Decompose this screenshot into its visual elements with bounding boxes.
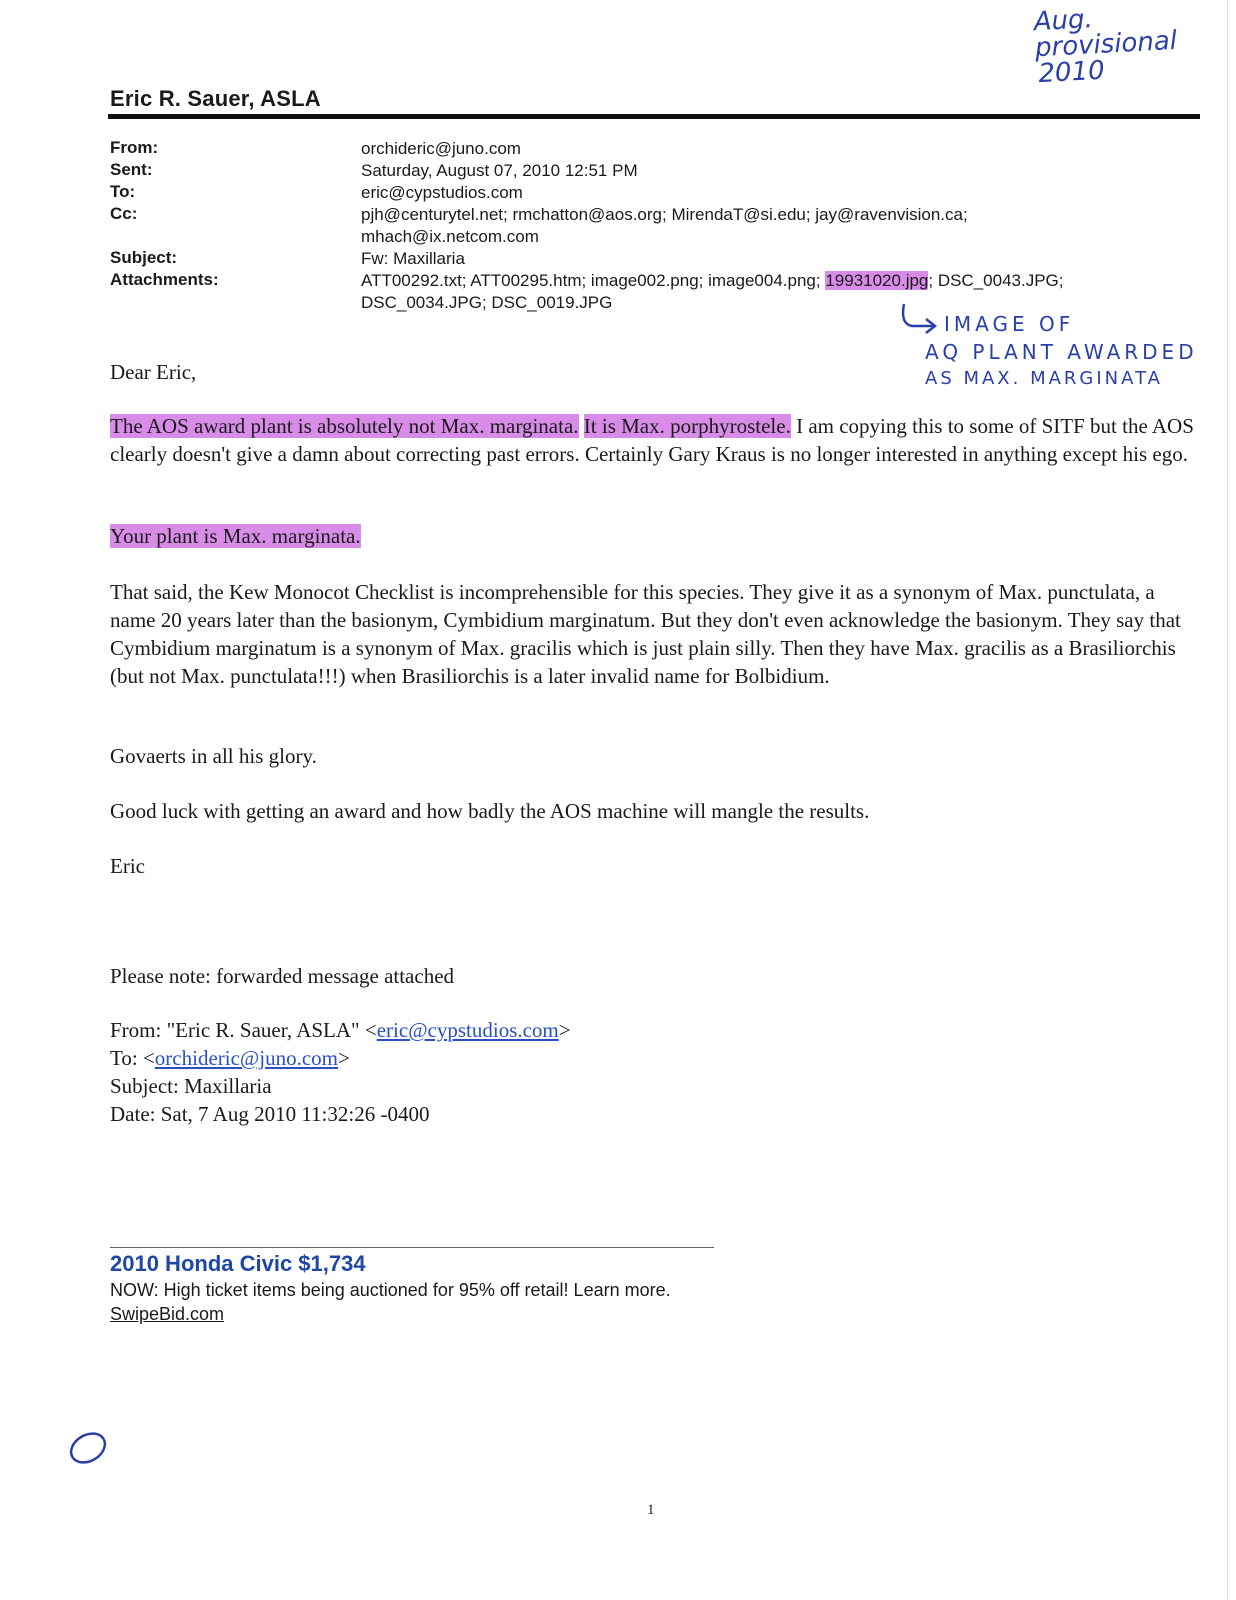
sent-value: Saturday, August 07, 2010 12:51 PM: [361, 161, 638, 180]
ad-title[interactable]: 2010 Honda Civic $1,734: [110, 1251, 366, 1276]
attachments-value-line1: [361, 270, 1064, 292]
handwritten-date-note: [1032, 0, 1236, 90]
paragraph-4: Govaerts in all his glory.: [110, 744, 317, 768]
forwarded-to-prefix: To: <: [110, 1046, 155, 1070]
highlight-your-plant: Your plant is Max. marginata.: [110, 524, 361, 548]
forwarded-note: Please note: forwarded message attached: [110, 964, 455, 988]
forwarded-from: [110, 1016, 1195, 1044]
signoff: Eric: [110, 854, 145, 878]
paragraph-2: [110, 522, 1195, 550]
forwarded-to: [110, 1044, 1195, 1072]
ad-link[interactable]: SwipeBid.com: [110, 1304, 225, 1324]
forwarded-subject: Subject: Maxillaria: [110, 1074, 272, 1098]
ad-divider: [110, 1247, 714, 1248]
page-number: 1: [647, 1502, 655, 1518]
arrow-icon: [898, 302, 940, 336]
header-divider: [108, 114, 1200, 119]
handwritten-date-line2: 2010: [1037, 55, 1106, 90]
forwarded-from-suffix: >: [558, 1018, 571, 1042]
attachments-before: ATT00292.txt; ATT00295.htm; image002.png; image004.png;: [361, 271, 826, 290]
handwritten-note-line2: AQ PLANT AWARDED: [925, 340, 1198, 364]
forwarded-from-link[interactable]: eric@cypstudios.com: [376, 1018, 559, 1042]
paragraph-3-text: That said, the Kew Monocot Checklist is incomprehensible for this species. They give it as a synonym of Max. punctulata, a name 20 years later than the basionym, Cymbidium marginatum. But they don't even acknowledge the basionym. They say that Cymbidium marginatum is a synonym of Max. gracilis which is just plain silly. Then they have Max. gracilis as a Brasiliorchis (but not Max. punctulata!!!) when Brasiliorchis is a later invalid name for Bolbidium.: [110, 580, 1181, 688]
from-label: From:: [110, 138, 159, 157]
highlight-not-marginata: The AOS award plant is absolutely not Max. marginata.: [110, 414, 579, 438]
attachments-after: ; DSC_0043.JPG;: [928, 271, 1064, 290]
paragraph-1-rest: I am copying this to some of SITF but the AOS clearly doesn't give a damn about correcting past errors. Certainly Gary Kraus is no longer interested in anything except his ego.: [110, 414, 1194, 466]
paragraph-5: Good luck with getting an award and how badly the AOS machine will mangle the results.: [110, 799, 870, 823]
attachments-value-line2: DSC_0034.JPG; DSC_0019.JPG: [361, 293, 613, 312]
ad-text: NOW: High ticket items being auctioned for 95% off retail! Learn more.: [110, 1280, 671, 1300]
subject-label: Subject:: [110, 248, 178, 267]
scan-edge: [1227, 0, 1228, 1600]
greeting: Dear Eric,: [110, 360, 197, 384]
forwarded-to-suffix: >: [338, 1046, 350, 1070]
attachments-label: Attachments:: [110, 270, 219, 289]
paragraph-1-space: [579, 414, 584, 438]
forwarded-date: Date: Sat, 7 Aug 2010 11:32:26 -0400: [110, 1102, 430, 1126]
handwritten-date-line1: Aug. provisional: [1032, 4, 1178, 64]
cc-label: Cc:: [110, 204, 138, 223]
handwritten-note-line1: IMAGE OF: [944, 312, 1075, 336]
forwarded-to-link[interactable]: orchideric@juno.com: [154, 1046, 338, 1070]
from-value: orchideric@juno.com: [361, 139, 521, 158]
cc-value-line2: mhach@ix.netcom.com: [361, 227, 539, 246]
attachment-highlighted[interactable]: 19931020.jpg: [825, 271, 929, 290]
forwarded-from-prefix: From: "Eric R. Sauer, ASLA" <: [110, 1018, 377, 1042]
paragraph-3: [110, 578, 1195, 690]
sender-name: Eric R. Sauer, ASLA: [110, 86, 321, 111]
circle-mark-icon: [64, 1428, 112, 1468]
to-value: eric@cypstudios.com: [361, 183, 523, 202]
cc-value-line1: pjh@centurytel.net; rmchatton@aos.org; MirendaT@si.edu; jay@ravenvision.ca;: [361, 205, 968, 224]
paragraph-1: [110, 412, 1195, 468]
subject-value: Fw: Maxillaria: [361, 249, 465, 268]
highlight-porphyrostele: It is Max. porphyrostele.: [583, 414, 791, 438]
sent-label: Sent:: [110, 160, 153, 179]
handwritten-note-line3: AS MAX. MARGINATA: [925, 368, 1163, 389]
to-label: To:: [110, 182, 136, 201]
